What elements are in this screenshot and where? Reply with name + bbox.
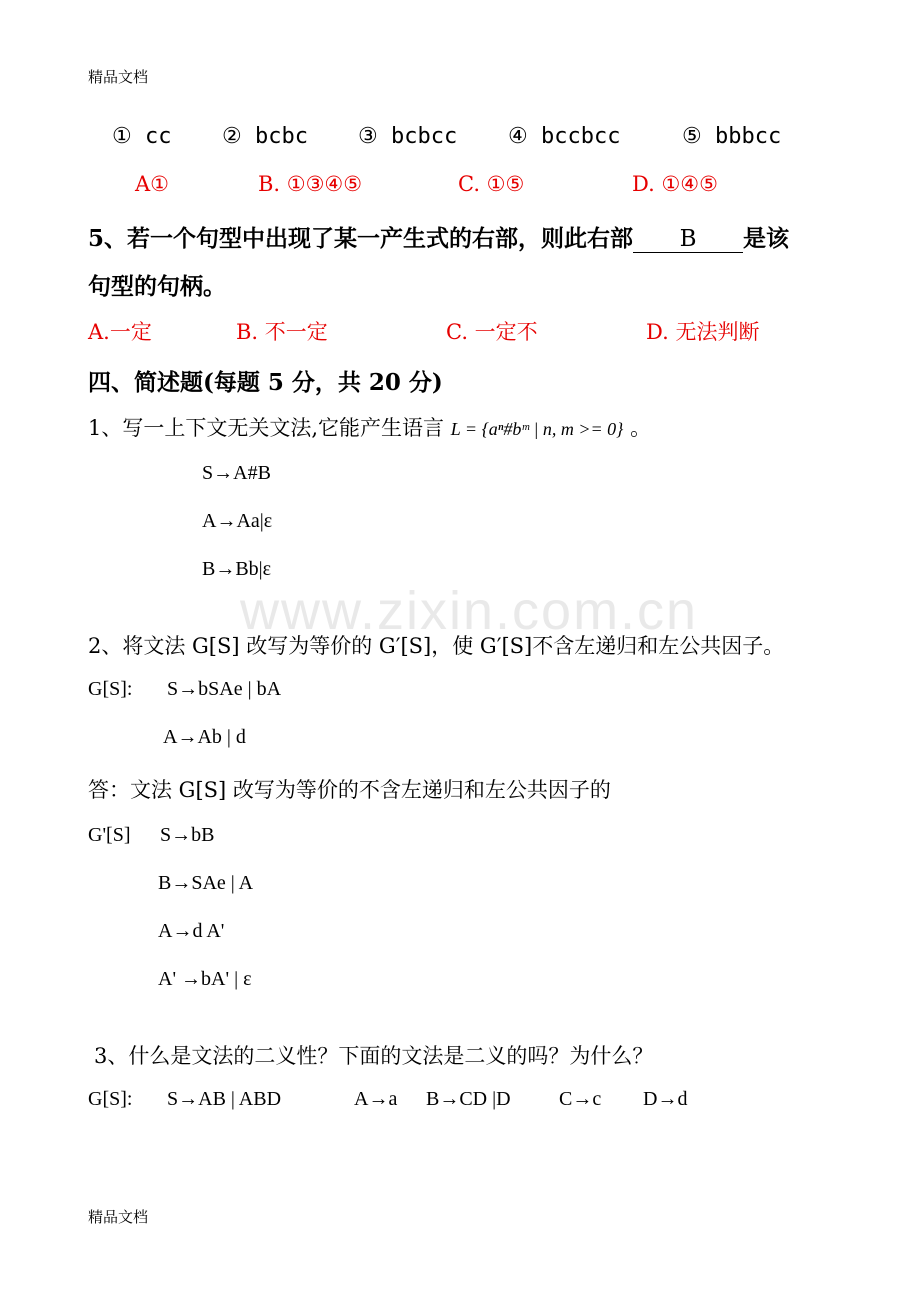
s3-question: 3、什么是文法的二义性？下面的文法是二义的吗？为什么？ bbox=[94, 1044, 654, 1068]
q4-option-4: ④ bccbcc bbox=[508, 124, 621, 149]
s1-question-text: 1、写一上下文无关文法,它能产生语言 bbox=[88, 416, 445, 440]
q5-blank: B bbox=[633, 226, 743, 253]
s2-answer-rule-1: S→bB bbox=[160, 824, 215, 846]
q5-answer-choices bbox=[0, 316, 920, 346]
q5-choice-b: B. 不一定 bbox=[236, 320, 328, 344]
s2-answer-rule-2: B→SAe | A bbox=[158, 872, 254, 894]
s3-grammar-label: G[S]: bbox=[88, 1088, 133, 1110]
s2-rule-1: S→bSAe | bA bbox=[167, 678, 282, 700]
q5-choice-c: C. 一定不 bbox=[446, 320, 538, 344]
q4-option-5: ⑤ bbbcc bbox=[682, 124, 782, 149]
s1-question bbox=[88, 412, 651, 442]
s3-rule-2: A→a bbox=[354, 1088, 398, 1110]
s2-rule-2: A→Ab | d bbox=[163, 726, 246, 748]
s1-rule-1: S→A#B bbox=[202, 462, 271, 484]
q4-choice-d: D. ①④⑤ bbox=[632, 172, 718, 196]
s3-rule-1: S→AB | ABD bbox=[167, 1088, 282, 1110]
watermark: www.zixin.com.cn bbox=[240, 581, 699, 641]
q4-choice-a: A① bbox=[135, 172, 169, 196]
q5-question-line1 bbox=[88, 220, 789, 253]
s1-question-end: 。 bbox=[630, 416, 652, 440]
q5-question-line2: 句型的句柄。 bbox=[88, 273, 226, 300]
s2-answer-rule-3: A→d A' bbox=[158, 920, 225, 942]
q4-choice-b: B. ①③④⑤ bbox=[258, 172, 363, 196]
q4-options bbox=[0, 124, 920, 154]
q5-choice-d: D. 无法判断 bbox=[646, 320, 760, 344]
s2-answer-label: G'[S] bbox=[88, 824, 131, 846]
s2-answer-intro: 答：文法 G[S] 改写为等价的不含左递归和左公共因子的 bbox=[88, 778, 611, 802]
s2-question: 2、将文法 G[S] 改写为等价的 G′[S]，使 G′[S]不含左递归和左公共因子。 bbox=[88, 634, 785, 658]
q4-option-3: ③ bcbcc bbox=[358, 124, 458, 149]
q5-text-after: 是该 bbox=[743, 225, 790, 252]
s2-answer-rule-4: A' →bA' | ε bbox=[158, 968, 252, 990]
s1-formula: L = {aⁿ#bᵐ | n, m >= 0} bbox=[450, 419, 624, 439]
s3-rule-4: C→c bbox=[559, 1088, 602, 1110]
q5-choice-a: A.一定 bbox=[88, 320, 152, 344]
section-title: 四、简述题(每题 5 分，共 20 分) bbox=[88, 369, 443, 396]
q4-answer-choices bbox=[0, 172, 920, 202]
s2-grammar-label: G[S]: bbox=[88, 678, 133, 700]
page-header: 精品文档 bbox=[88, 68, 149, 86]
q4-option-1: ① cc bbox=[112, 124, 172, 149]
q4-choice-c: C. ①⑤ bbox=[458, 172, 525, 196]
q4-option-2: ② bcbc bbox=[222, 124, 308, 149]
page-footer: 精品文档 bbox=[88, 1208, 149, 1226]
s1-rule-3: B→Bb|ε bbox=[202, 558, 272, 580]
s3-rule-5: D→d bbox=[643, 1088, 688, 1110]
s3-rule-3: B→CD |D bbox=[426, 1088, 511, 1110]
q5-text-before: 5、若一个句型中出现了某一产生式的右部，则此右部 bbox=[88, 225, 634, 252]
s1-rule-2: A→Aa|ε bbox=[202, 510, 273, 532]
